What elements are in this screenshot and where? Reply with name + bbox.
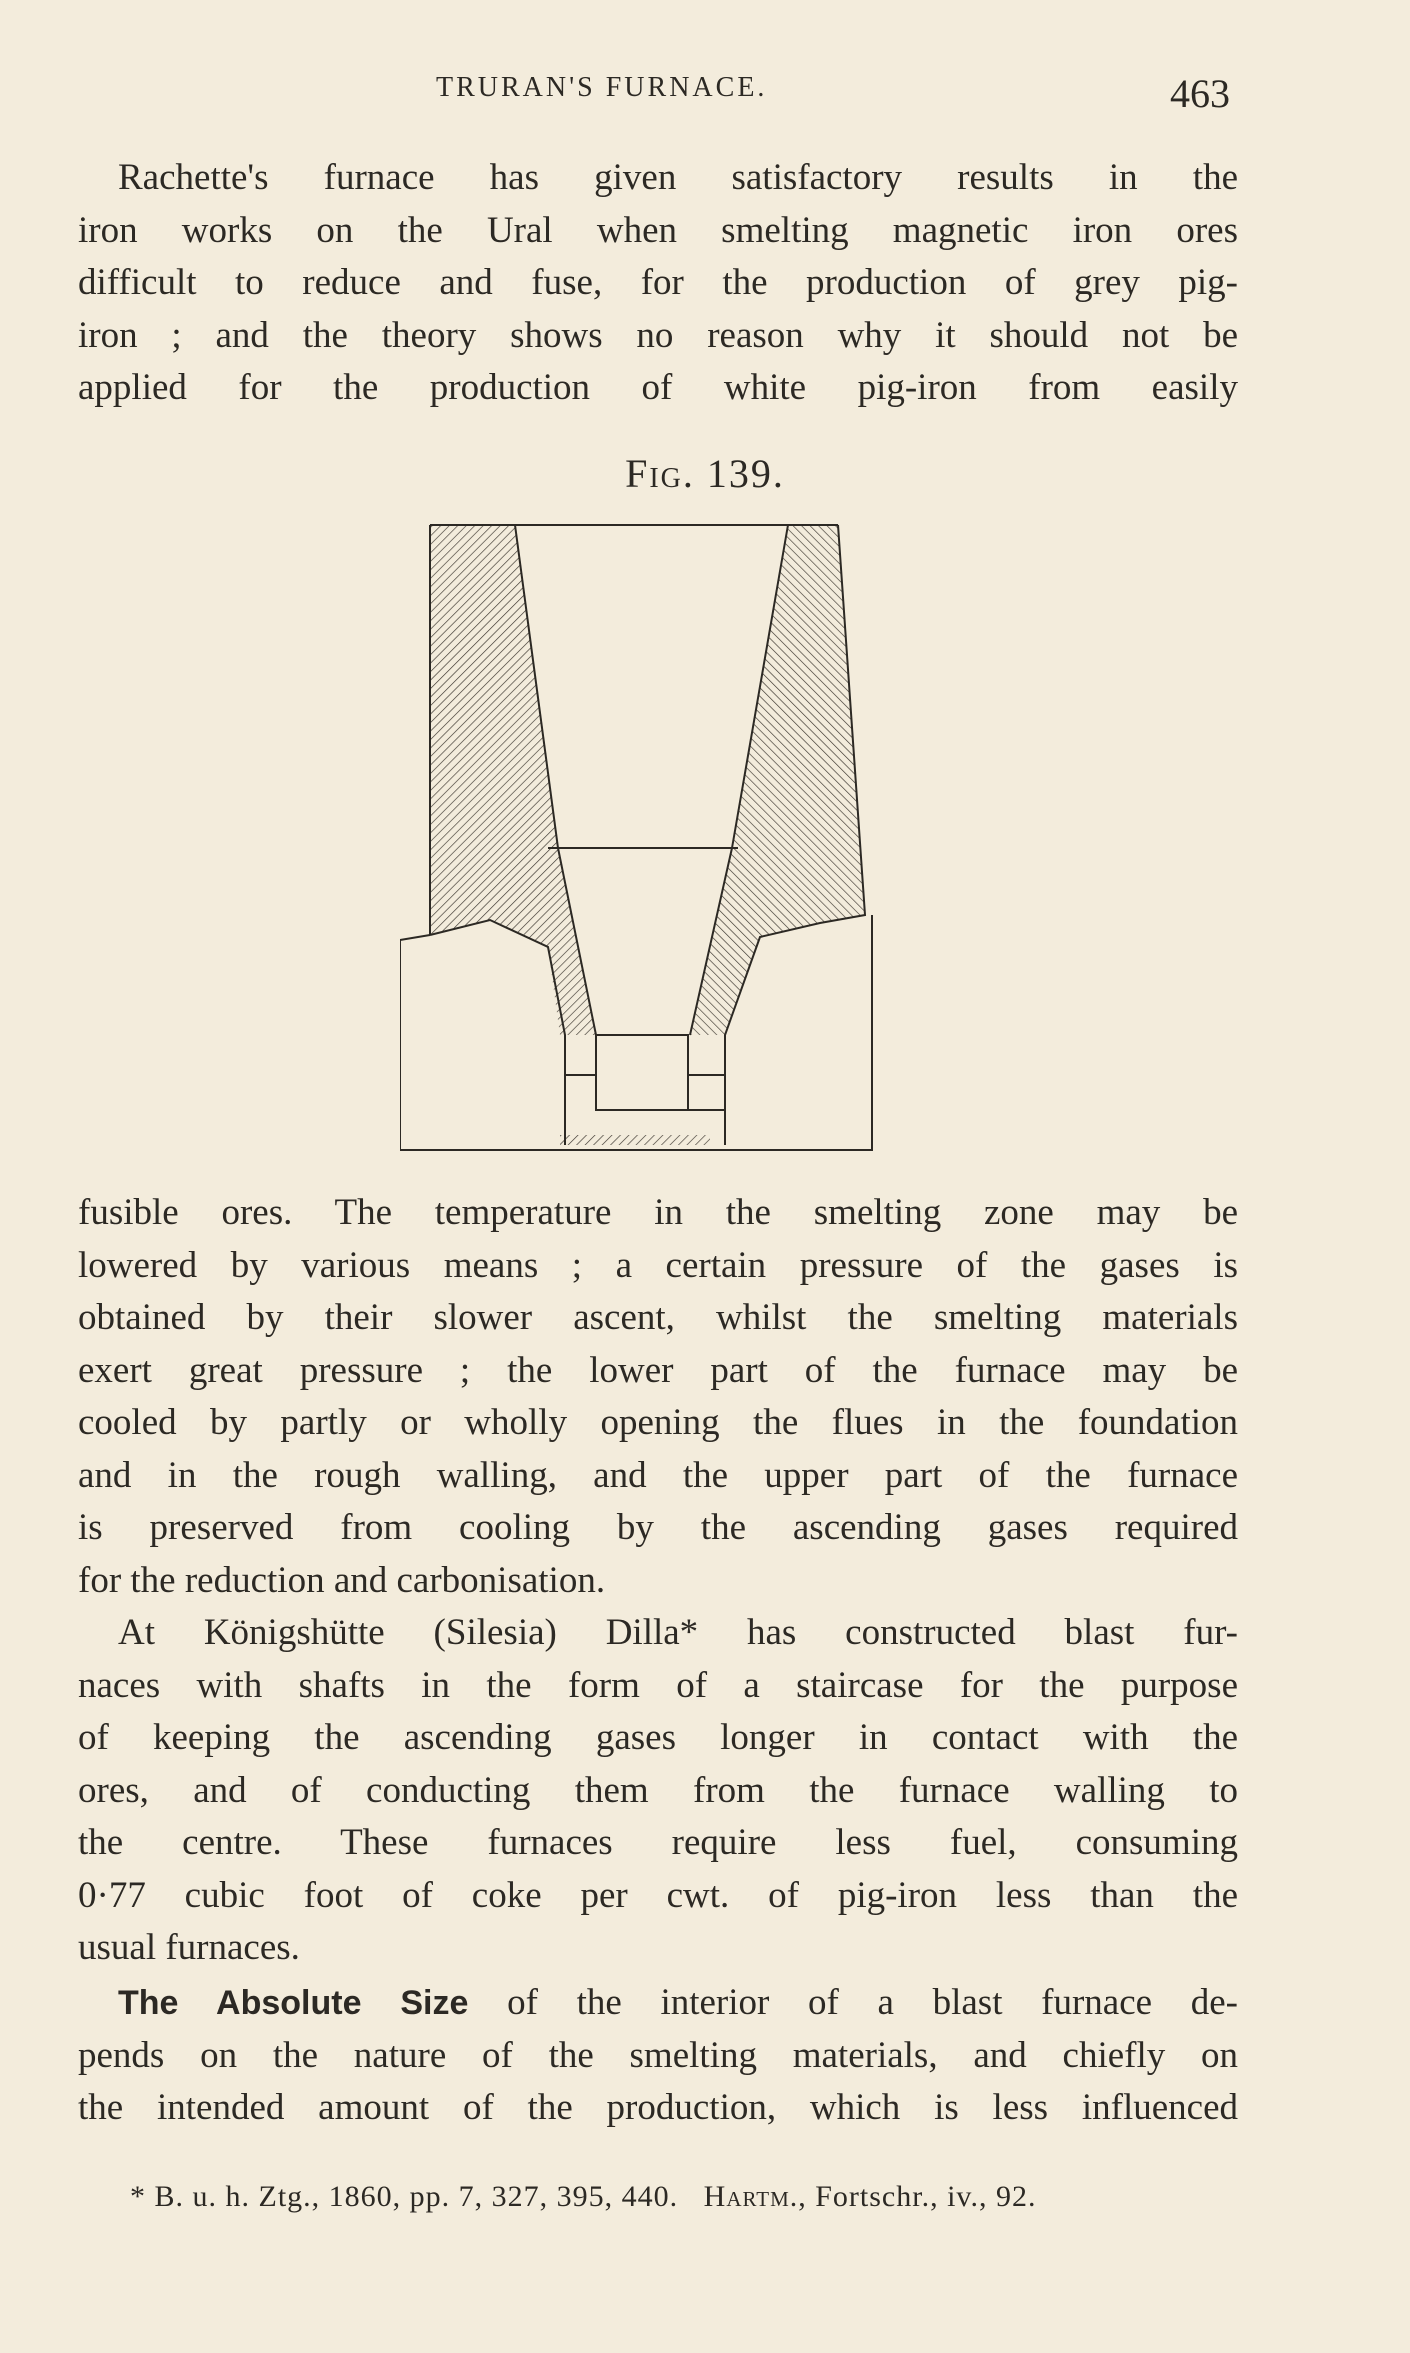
furnace-diagram [400, 515, 900, 1155]
paragraph-temperature [78, 1187, 1238, 1607]
text-line: exert great pressure ; the lower part of the furnace may be [78, 1349, 1238, 1391]
footnote-author: Hartm. [703, 2180, 799, 2213]
text-line: applied for the production of white pig-iron from easily [78, 367, 1238, 408]
text-line: naces with shafts in the form of a staircase for the purpose [78, 1664, 1238, 1706]
bold-term: The Absolute Size [118, 1984, 469, 2022]
paragraph-rachette [78, 152, 1238, 415]
text-line: iron ; and the theory shows no reason why it should not be [78, 314, 1238, 356]
footnote-rest: , Fortschr., iv., 92. [798, 2180, 1037, 2213]
text-line: iron works on the Ural when smelting magnetic iron ores [78, 209, 1238, 251]
text-line: of keeping the ascending gases longer in contact with the [78, 1717, 1238, 1758]
page-number: 463 [1170, 71, 1230, 116]
text-line: ores, and of conducting them from the furnace walling to [78, 1769, 1238, 1811]
text-line [78, 1977, 1238, 2030]
text-line: lowered by various means ; a certain pressure of the gases is [78, 1244, 1238, 1286]
paragraph-konigshutte [78, 1607, 1238, 1975]
text-line: for the reduction and carbonisation. [78, 1559, 606, 1601]
bottom-hatch [560, 1135, 710, 1145]
right-wall-hatch [690, 525, 865, 1035]
text-line: usual furnaces. [78, 1927, 300, 1968]
text-line: At Königshütte (Silesia) Dilla* has constructed blast fur- [118, 1612, 1238, 1653]
text-line: 0·77 cubic foot of coke per cwt. of pig-iron less than the [78, 1874, 1238, 1916]
text-line: is preserved from cooling by the ascending gases required [78, 1507, 1238, 1548]
hearth-box [596, 1035, 688, 1110]
text-line: difficult to reduce and fuse, for the production of grey pig- [78, 262, 1238, 303]
text-line: and in the rough walling, and the upper part of the furnace [78, 1454, 1238, 1496]
paragraph-absolute-size [78, 1977, 1238, 2135]
left-wall-hatch [430, 525, 596, 1035]
text-span: of the interior of a blast furnace de- [468, 1982, 1238, 2023]
footnote [130, 2180, 1036, 2214]
text-line: the intended amount of the production, which is less influenced [78, 2087, 1238, 2128]
text-line: the centre. These furnaces require less fuel, consuming [78, 1822, 1238, 1863]
running-head: TRURAN'S FURNACE. [436, 72, 768, 103]
figure-number: 139. [706, 451, 785, 496]
text-line: pends on the nature of the smelting materials, and chiefly on [78, 2034, 1238, 2076]
text-line: fusible ores. The temperature in the smelting zone may be [78, 1192, 1238, 1233]
text-line: obtained by their slower ascent, whilst the smelting materials [78, 1297, 1238, 1338]
text-line: cooled by partly or wholly opening the flues in the foundation [78, 1402, 1238, 1443]
figure-label: Fig. [625, 451, 695, 496]
text-line: Rachette's furnace has given satisfactory results in the [118, 157, 1238, 198]
figure-caption [0, 450, 1410, 497]
footnote-citation: * B. u. h. Ztg., 1860, pp. 7, 327, 395, 440. [130, 2180, 679, 2213]
